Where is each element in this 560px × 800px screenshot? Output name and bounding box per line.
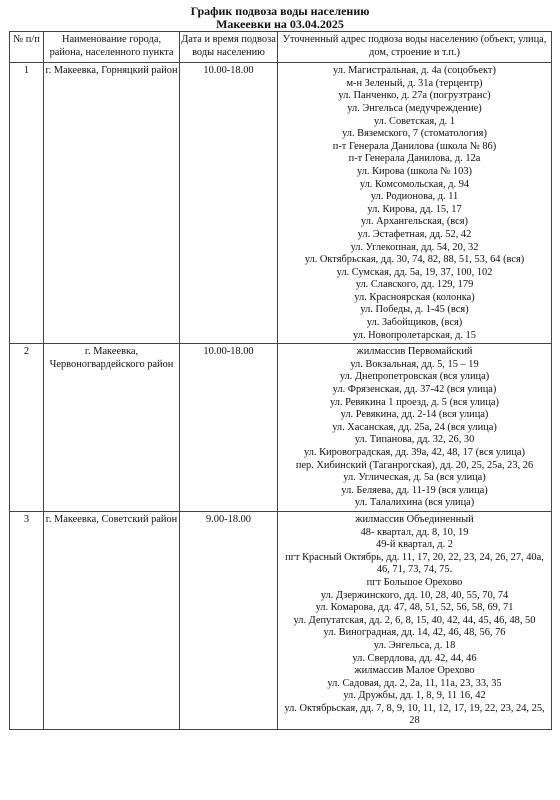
address-line: ул. Советская, д. 1 — [373, 115, 456, 127]
address-line: ул. Кировоградская, дд. 39а, 42, 48, 17 (вся улица) — [303, 447, 525, 458]
address-line: ул. Вяземского, 7 (стоматология) — [342, 128, 487, 140]
address-line: ул. Свердлова, дд. 42, 44, 46 — [352, 652, 477, 664]
address-line: ул. Талалихина (вся улица) — [354, 497, 475, 509]
address-line: ул. Победы, д. 1-45 (вся) — [360, 304, 469, 316]
row-addresses — [278, 511, 552, 729]
address-line: пгт Красный Октябрь, дд. 11, 17, 20, 22, 23, 24, 26, 27, 40а, 46, 71, 73, 74, 75. — [285, 551, 544, 576]
row-number: 2 — [10, 344, 44, 512]
address-line: жилмассив Первомайский — [356, 346, 473, 358]
row-district: г. Макеевка, Червоногвардейского район — [44, 344, 180, 512]
water-delivery-schedule-table — [9, 31, 552, 730]
row-time: 10.00-18.00 — [180, 63, 278, 344]
address-line: ул. Садовая, дд. 2, 2а, 11, 11а, 23, 33, 35 — [327, 677, 502, 689]
address-line: ул. Кирова, дд. 15, 17 — [367, 203, 462, 215]
address-line: ул. Хасанская, дд. 25а, 24 (вся улица) — [332, 421, 497, 433]
address-line: ул. Архангельская, (вся) — [361, 216, 468, 228]
address-line: жилмассив Объединенный — [355, 513, 474, 525]
address-line: ул. Углическая, д. 5а (вся улица) — [343, 472, 486, 484]
table-row — [10, 344, 552, 512]
address-line: ул. Углекопная, дд. 54, 20, 32 — [350, 241, 479, 253]
table-row — [10, 511, 552, 729]
address-line: ул. Комсомольская, д. 94 — [359, 178, 470, 190]
address-line: ул. Ревякина, дд. 2-14 (вся улица) — [340, 409, 489, 421]
address-line: ул. Сумская, дд. 5а, 19, 37, 100, 102 — [336, 266, 493, 278]
address-line: ул. Энгельса, д. 18 — [373, 639, 456, 651]
address-line: ул. Фрязенская, дд. 37-42 (вся улица) — [332, 384, 497, 396]
address-line: ул. Ревякина 1 проезд, д. 5 (вся улица) — [330, 396, 499, 408]
address-line: ул. Забойщиков, (вся) — [366, 317, 463, 329]
address-line: ул. Днепропетровская (вся улица) — [339, 371, 490, 383]
address-line: ул. Дзержинского, дд. 10, 28, 40, 55, 70, 74 — [320, 589, 509, 601]
header-time: Дата и время подвоза воды населению — [180, 32, 278, 63]
row-addresses — [278, 63, 552, 344]
address-line: ул. Комарова, дд. 47, 48, 51, 52, 56, 58, 69, 71 — [315, 602, 514, 614]
address-line: ул. Виноградная, дд. 14, 42, 46, 48, 56, 76 — [323, 627, 506, 639]
address-line: 49-й квартал, д. 2 — [376, 539, 453, 551]
address-line: ул. Типанова, дд. 32, 26, 30 — [354, 434, 475, 446]
row-time: 9.00-18.00 — [180, 511, 278, 729]
address-line: п-т Генерала Данилова, д. 12а — [348, 153, 481, 165]
address-line: ул. Депутатская, дд. 2, 6, 8, 15, 40, 42, 44, 45, 46, 48, 50 — [293, 614, 536, 626]
address-line: ул. Дружбы, дд. 1, 8, 9, 11 16, 42 — [343, 690, 486, 702]
address-line: ул. Эстафетная, дд. 52, 42 — [357, 228, 472, 240]
address-line: пгт Большое Орехово — [366, 576, 463, 588]
table-row — [10, 63, 552, 344]
header-city: Наименование города, района, населенного пункта — [44, 32, 180, 63]
row-number: 1 — [10, 63, 44, 344]
table-body — [10, 63, 552, 730]
address-line: ул. Октябрьская, дд. 30, 74, 82, 88, 51, 53, 64 (вся) — [304, 254, 525, 266]
row-district: г. Макеевка, Советский район — [44, 511, 180, 729]
address-line: ул. Панченко, д. 27а (погрузтранс) — [338, 90, 491, 102]
document-title-line1: График подвоза воды населению — [190, 4, 370, 18]
address-line: ул. Красноярская (колонка) — [354, 291, 475, 303]
document-title-line2: Макеевки на 03.04.2025 — [216, 17, 344, 31]
row-district: г. Макеевка, Горняцкий район — [44, 63, 180, 344]
address-line: ул. Кирова (школа № 103) — [357, 165, 472, 177]
row-time: 10.00-18.00 — [180, 344, 278, 512]
address-line: ул. Славского, дд. 129, 179 — [355, 279, 474, 291]
header-num: № п/п — [10, 32, 44, 63]
address-line: ул. Энгельса (медучреждение) — [347, 102, 482, 114]
row-number: 3 — [10, 511, 44, 729]
address-line: ул. Новопролетарская, д. 15 — [353, 329, 476, 341]
address-line: ул. Беляева, дд. 11-19 (вся улица) — [341, 484, 488, 496]
address-line: м-н Зеленый, д. 31а (терцентр) — [346, 77, 483, 89]
address-line: ул. Магистральная, д. 4а (соцобъект) — [333, 65, 496, 77]
row-addresses — [278, 344, 552, 512]
address-line: ул. Октябрьская, дд. 7, 8, 9, 10, 11, 12, 17, 19, 22, 23, 24, 25, 28 — [284, 702, 545, 727]
table-header-row — [10, 32, 552, 63]
address-line: жилмассив Малое Орехово — [354, 665, 475, 677]
address-line: п-т Генерала Данилова (школа № 86) — [332, 140, 497, 152]
address-line: 48- квартал, дд. 8, 10, 19 — [360, 526, 469, 538]
address-line: ул. Вокзальная, дд. 5, 15 – 19 — [350, 358, 479, 370]
header-address: Уточненный адрес подвоза воды населению (объект, улица, дом, строение и т.п.) — [278, 32, 552, 63]
address-line: ул. Родионова, д. 11 — [370, 191, 459, 203]
address-line: пер. Хибинский (Таганрогская), дд. 20, 25, 25а, 23, 26 — [295, 459, 534, 471]
